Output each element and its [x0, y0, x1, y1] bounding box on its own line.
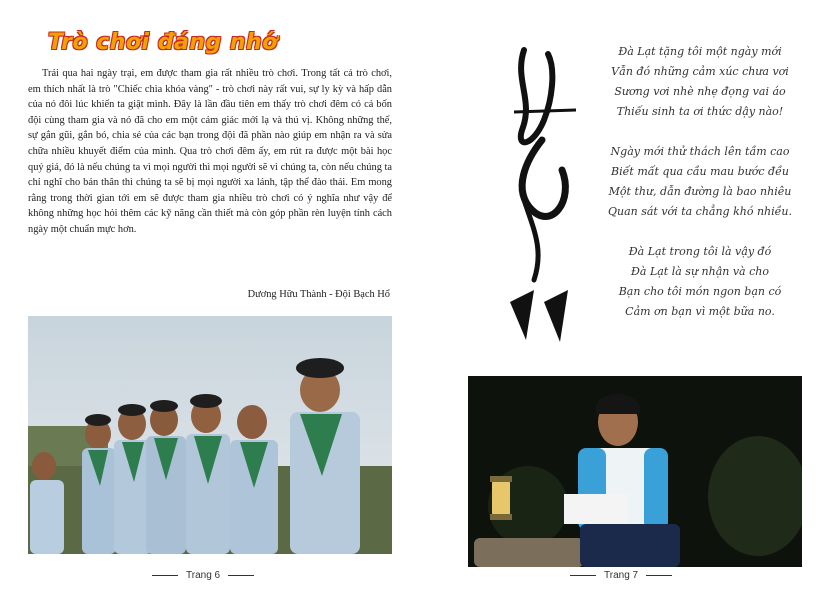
- page-number-right: [570, 570, 672, 581]
- article-title: Trò chơi đáng nhớ: [48, 30, 278, 55]
- poem-line: Đà Lạt là sự nhận và cho: [631, 265, 769, 278]
- night-writing-photo: [468, 376, 802, 567]
- poem-line: Biết mất qua cầu mau bước đều: [611, 165, 789, 178]
- poem-stanza-3: [580, 242, 820, 322]
- poem-stanza-1: [580, 42, 820, 122]
- poem-line: Ngày mới thử thách lên tầm cao: [610, 145, 790, 158]
- footer-rule: [228, 575, 254, 576]
- article-author: Dương Hữu Thành - Đội Bạch Hổ: [247, 289, 390, 300]
- poem: [580, 42, 820, 342]
- footer-rule: [152, 575, 178, 576]
- page-label: Trang 7: [604, 570, 639, 581]
- footer-rule: [570, 575, 596, 576]
- calligraphy-brush-icon: [504, 40, 584, 360]
- poem-line: Vẫn đó những cảm xúc chưa vơi: [611, 65, 789, 78]
- scouts-group-illustration: [28, 316, 392, 554]
- page-number-left: [152, 570, 254, 581]
- scouts-group-photo: [28, 316, 392, 554]
- poem-line: Sương vơi nhè nhẹ đọng vai áo: [614, 85, 786, 98]
- poem-line: Bạn cho tôi món ngon bạn có: [618, 285, 782, 298]
- poem-line: Thiếu sinh ta ơi thức dậy nào!: [616, 105, 784, 118]
- poem-line: Một thư, dẫn đường là bao nhiêu: [608, 185, 792, 198]
- page-label: Trang 6: [186, 570, 221, 581]
- poem-line: Đà Lạt trong tôi là vậy đó: [628, 245, 772, 258]
- poem-line: Đà Lạt tặng tôi một ngày mới: [618, 45, 782, 58]
- article-body: Trải qua hai ngày trại, em được tham gia rất nhiều trò chơi. Trong tất cả trò chơi, em thích nhất là trò "Chiếc chìa khóa vàng" - trò chơi này rất vui, sự ly kỳ và hấp dẫn của nó đôi lúc khiến ta giật mình. Đây là lần đầu tiên em thấy trò chơi đêm có cả bốn đội cùng tham gia và nó đã cho em một cảm giác mới lạ và thú vị. Không những thế, sự gắn gũi, gắn bó, chia sẻ của các bạn trong đội đã phần nào giúp em nhận ra và sửa chữa nhiều khuyết điểm của mình. Qua trò chơi đêm ấy, em rút ra được một bài học quý giá, đó là nếu chúng ta vì mọi người thì mọi người sẽ vì chúng ta, còn nếu chúng ta chỉ nghĩ cho bản thân thì chúng ta sẽ bị mọi người xa lánh, tập thể đào thải. Em mong rằng trong thời gian tới em sẽ được tham gia nhiều trò chơi có ý nghĩa như vậy để không những học hỏi thêm các kỹ năng cần thiết mà còn góp phần rèn luyện tính cách ngày một chuẩn mực hơn.: [28, 68, 392, 235]
- poem-stanza-2: [580, 142, 820, 222]
- poem-line: Cảm ơn bạn vì một bữa no.: [625, 305, 775, 318]
- poem-line: Quan sát với ta chẳng khó nhiều.: [607, 205, 793, 218]
- right-page: [420, 0, 840, 596]
- calligraphy-artwork: [504, 40, 584, 360]
- footer-rule: [646, 575, 672, 576]
- night-writing-illustration: [468, 376, 802, 567]
